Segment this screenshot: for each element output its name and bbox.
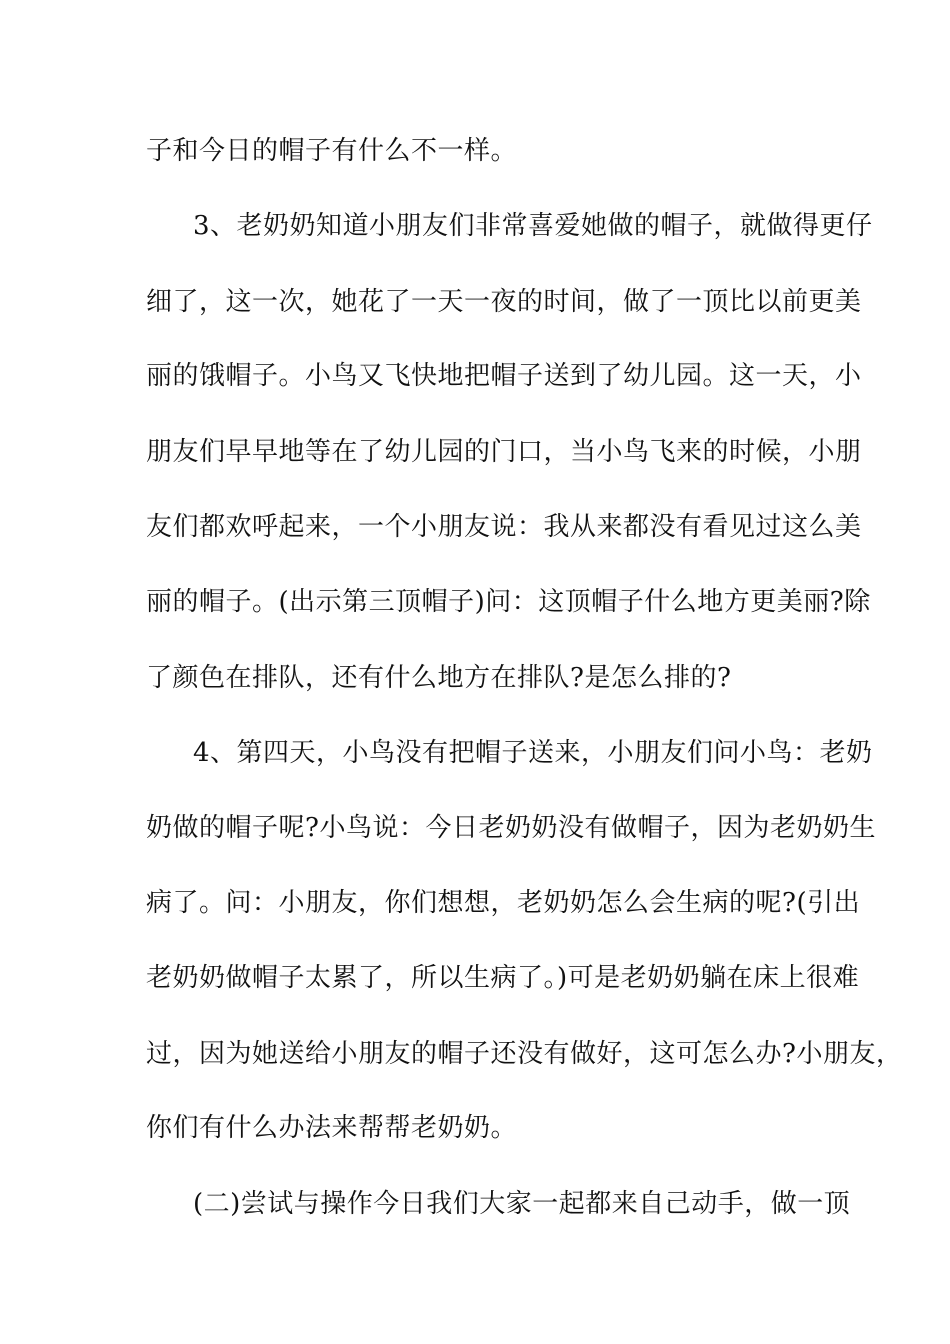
text-line: 丽的帽子。(出示第三顶帽子)问：这顶帽子什么地方更美丽?除 xyxy=(146,587,871,617)
text-line: 了颜色在排队，还有什么地方在排队?是怎么排的? xyxy=(146,663,732,693)
text-line: 友们都欢呼起来，一个小朋友说：我从来都没有看见过这么美 xyxy=(146,512,862,542)
text-line: 过，因为她送给小朋友的帽子还没有做好，这可怎么办?小朋友， xyxy=(146,1039,903,1069)
text-line: 老奶奶做帽子太累了，所以生病了。)可是老奶奶躺在床上很难 xyxy=(146,963,860,993)
text-line: 病了。问：小朋友，你们想想，老奶奶怎么会生病的呢?(引出 xyxy=(146,888,861,918)
paragraph-start-line: 4、第四天，小鸟没有把帽子送来，小朋友们问小鸟：老奶 xyxy=(193,738,873,768)
text-line: 奶做的帽子呢?小鸟说：今日老奶奶没有做帽子，因为老奶奶生 xyxy=(146,813,876,843)
text-line: 子和今日的帽子有什么不一样。 xyxy=(146,136,518,166)
section-heading-line: (二)尝试与操作今日我们大家一起都来自己动手，做一顶 xyxy=(193,1189,851,1219)
text-line: 细了，这一次，她花了一天一夜的时间，做了一顶比以前更美 xyxy=(146,287,862,317)
paragraph-start-line: 3、老奶奶知道小朋友们非常喜爱她做的帽子，就做得更仔 xyxy=(193,211,873,241)
text-line: 你们有什么办法来帮帮老奶奶。 xyxy=(146,1113,518,1143)
text-line: 丽的饿帽子。小鸟又飞快地把帽子送到了幼儿园。这一天，小 xyxy=(146,361,862,391)
text-line: 朋友们早早地等在了幼儿园的门口，当小鸟飞来的时候，小朋 xyxy=(146,437,862,467)
